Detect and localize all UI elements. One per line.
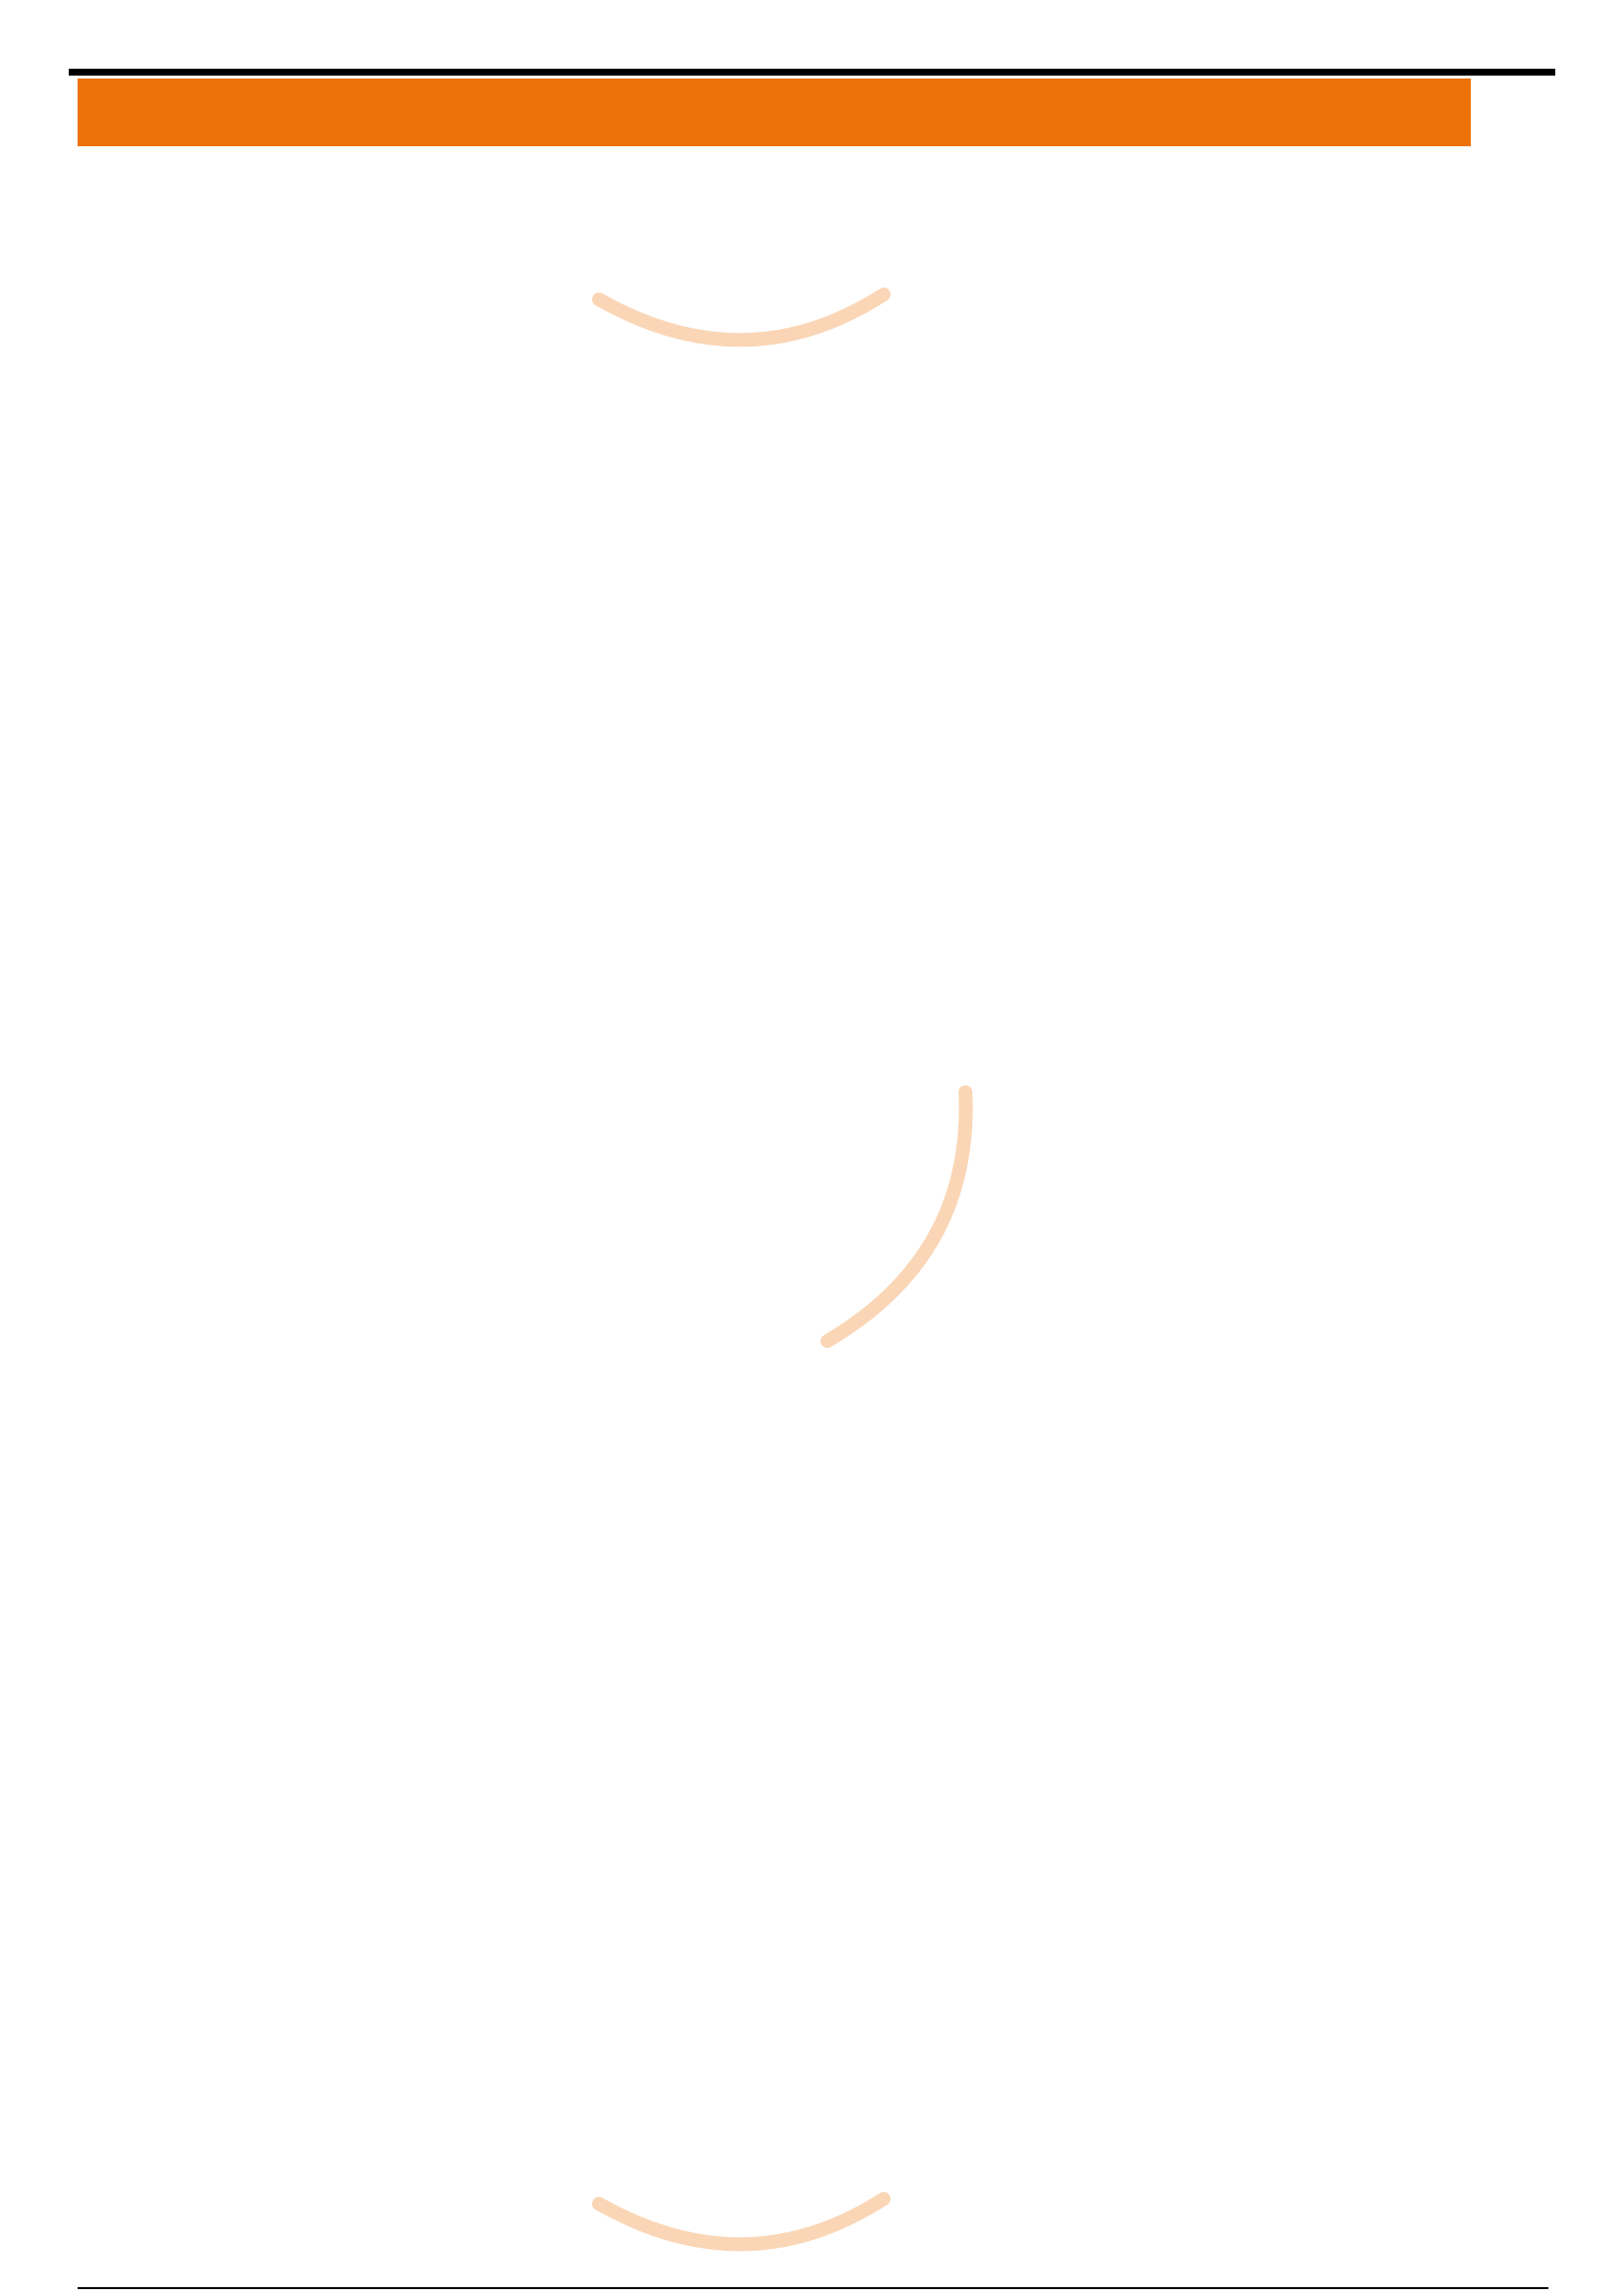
bottom-rule	[78, 2287, 1548, 2289]
